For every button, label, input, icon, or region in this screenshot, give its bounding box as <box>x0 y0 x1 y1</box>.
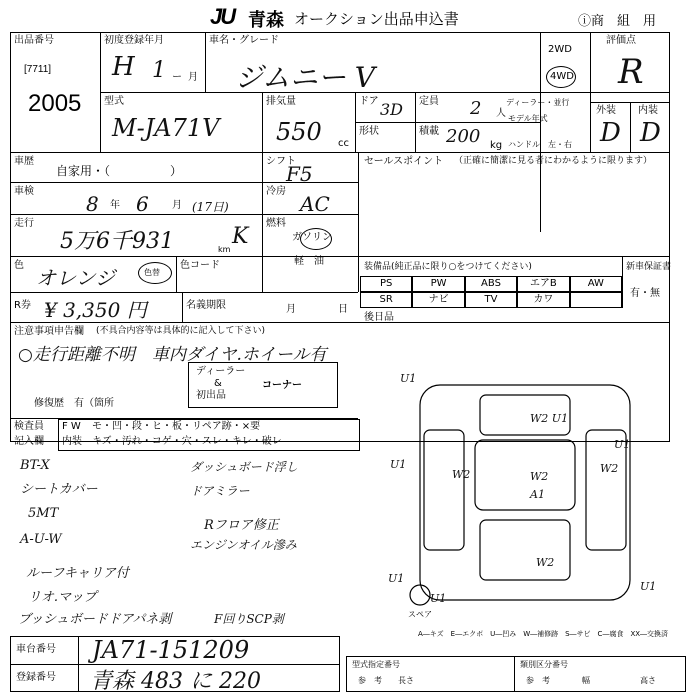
note-line: A-U-W <box>20 532 62 547</box>
color-note-circle <box>138 262 172 284</box>
svg-text:U1: U1 <box>640 580 657 593</box>
svg-text:W2: W2 <box>536 556 555 569</box>
doors-label: ドア <box>359 96 379 107</box>
svg-text:W2 U1: W2 U1 <box>530 412 569 425</box>
name-change-month: 月 <box>286 304 296 315</box>
inspection-label: 車検 <box>14 186 34 197</box>
interior-value: D <box>640 118 661 148</box>
company-name: 青森 <box>248 10 284 30</box>
grade-value: R <box>618 52 644 92</box>
mileage-value: 5万6千931 <box>60 229 174 254</box>
form-type: ⓘ商 組 用 <box>578 13 657 28</box>
note-line: ルーフキャリア付 <box>26 566 129 581</box>
vehicle-name: ジムニー V <box>235 61 376 94</box>
header <box>210 4 690 30</box>
displacement-unit: cc <box>338 138 349 149</box>
model-value: M-JA71V <box>112 114 220 142</box>
name-change-label: 名義期限 <box>186 300 226 311</box>
form-title: オークション出品申込書 <box>294 11 459 28</box>
drive-2wd: 2WD <box>548 44 572 55</box>
notes-hint: (不具合内容等は具体的に記入して下さい) <box>96 326 266 336</box>
lot-number-label: 出品番号 <box>14 35 54 46</box>
equipment-item: カワ <box>517 292 569 308</box>
inspection-day: (17日) <box>192 200 229 214</box>
color-value: オレンジ <box>36 266 115 290</box>
ref2-sub: 参 考 <box>526 676 550 685</box>
equipment-item: エアB <box>517 276 569 292</box>
exterior-label: 外装 <box>596 105 616 116</box>
equipment-item: SR <box>360 292 412 308</box>
inspection-month-unit: 月 <box>172 200 182 211</box>
aircon-label: 冷房 <box>266 186 286 197</box>
equipment-item: AW <box>570 276 622 292</box>
svg-text:U1: U1 <box>430 592 447 605</box>
diagram-rear <box>480 520 570 580</box>
warranty-label: 新車保証書 <box>626 262 672 272</box>
displacement-value: 550 <box>276 118 322 146</box>
equipment-item: PS <box>360 276 412 292</box>
drive-4wd: 4WD <box>550 71 574 82</box>
recycle-label: R券 <box>14 300 31 311</box>
svg-text:U1: U1 <box>388 572 405 585</box>
dealer-label: ディーラー・並行 <box>506 98 570 107</box>
plate-label: 登録番号 <box>16 672 56 683</box>
displacement-label: 排気量 <box>266 96 296 107</box>
ref1-sub: 参 考 <box>358 676 382 685</box>
dealer-corner-3: 初出品 <box>196 390 226 401</box>
fuel-gasoline-circle <box>300 228 332 250</box>
warranty-value: 有・無 <box>630 288 660 299</box>
handle-label: ハンドル <box>508 140 540 149</box>
chassis-value: JA71-151209 <box>92 636 250 664</box>
capacity-unit: 人 <box>496 108 506 119</box>
note-line: リオ.マップ <box>28 590 97 605</box>
notes-text: ○走行距離不明 車内ダイヤ.ホイール有 <box>18 345 327 365</box>
note-line: F回りSCP剥 <box>214 612 284 626</box>
model-year-label: モデル年式 <box>508 114 548 123</box>
dealer-corner-1: ディーラー <box>196 366 246 377</box>
note-line: ドアミラー <box>190 484 250 498</box>
dealer-corner-2: & <box>214 378 222 389</box>
registration-era: H <box>112 52 135 82</box>
diagram-body-outline <box>420 385 630 600</box>
interior-label: 内装 <box>638 105 658 116</box>
note-line: 5MT <box>28 506 59 521</box>
plate-value: 青森 483 に 220 <box>90 669 261 694</box>
damage-diagram <box>380 360 680 630</box>
ref3: 長さ <box>398 676 414 685</box>
color-label: 色 <box>14 260 24 271</box>
equipment-label: 装備品(純正品に限り○をつけてください) <box>364 262 532 272</box>
svg-text:A1: A1 <box>530 488 545 501</box>
fuel-label: 燃料 <box>266 218 286 229</box>
color-code-label: 色コード <box>180 260 220 271</box>
svg-text:U1: U1 <box>400 372 417 385</box>
equipment-grid <box>360 276 622 308</box>
equipment-item: ABS <box>465 276 517 292</box>
fuel-gasoline: ガソリン <box>292 232 332 243</box>
sales-point-hint: （正確に簡潔に見る者にわかるように限ります） <box>454 156 653 166</box>
equipment-item: TV <box>465 292 517 308</box>
rear-items-label: 後日品 <box>364 312 394 323</box>
lot-code: [7711] <box>24 64 52 75</box>
registration-dash: ー <box>172 72 182 83</box>
grade-label: 評価点 <box>606 35 636 46</box>
registration-label: 初度登録年月 <box>104 35 164 46</box>
model-label: 型式 <box>104 96 124 107</box>
ref2-label: 類別区分番号 <box>520 660 568 669</box>
capacity-value: 2 <box>470 98 482 119</box>
load-value: 200 <box>446 126 481 147</box>
exterior-value: D <box>600 118 621 148</box>
svg-text:U1: U1 <box>614 438 631 451</box>
mileage-label: 走行 <box>14 218 34 229</box>
inspector-label: 検査員 <box>14 421 44 432</box>
shift-value: F5 <box>286 162 313 186</box>
diagram-left-side <box>424 430 464 550</box>
diagram-legend: A―キズ E―エクボ U―凹み W―補修跡 S―サビ C―腐食 XX―交換済 <box>418 630 669 638</box>
equipment-item: PW <box>412 276 464 292</box>
registration-month: 月 <box>188 72 198 83</box>
inspector-fw-items: モ・凹・段・ヒ・板・リペア跡・×要 <box>92 421 261 432</box>
history-value: 自家用・（ ） <box>56 164 183 178</box>
equipment-item: ナビ <box>412 292 464 308</box>
lot-number: 2005 <box>28 90 82 117</box>
note-line: Rフロア修正 <box>204 518 279 533</box>
logo: JU <box>210 4 235 29</box>
load-label: 積載 <box>419 126 439 137</box>
aircon-value: AC <box>300 192 330 216</box>
ref4: 幅 <box>582 676 590 685</box>
sales-point-label: セールスポイント <box>364 156 444 167</box>
mileage-unit-alt: K <box>232 224 249 249</box>
ref1-label: 型式指定番号 <box>352 660 400 669</box>
color-note: 色替 <box>144 268 160 277</box>
notes-label: 注意事項申告欄 <box>14 326 84 337</box>
svg-text:W2: W2 <box>530 470 549 483</box>
note-line: BT-X <box>20 458 50 473</box>
entry-label: 記入欄 <box>14 436 44 447</box>
svg-text:W2: W2 <box>600 462 619 475</box>
note-line: シートカバー <box>20 482 98 497</box>
load-unit: kg <box>490 140 503 151</box>
shift-label: シフト <box>266 156 296 167</box>
ref5: 高さ <box>640 676 656 685</box>
diagram-cabin <box>475 440 575 510</box>
note-line: ブッシュボードドアパネ剥 <box>18 612 172 627</box>
vehicle-name-label: 車名・グレード <box>209 35 279 46</box>
interior-entry: 内装 <box>62 436 82 447</box>
handle-value: 左・右 <box>548 140 572 149</box>
svg-text:U1: U1 <box>390 458 407 471</box>
note-line: エンジンオイル滲み <box>190 538 297 552</box>
shape-label: 形状 <box>359 126 379 137</box>
name-change-day: 日 <box>338 304 348 315</box>
inspector-fw: F W <box>62 421 81 432</box>
spare-label: スペア <box>408 610 432 619</box>
history-label: 車歴 <box>14 156 34 167</box>
chassis-label: 車台番号 <box>16 644 56 655</box>
inspection-month: 6 <box>136 192 149 216</box>
interior-items: キズ・汚れ・コゲ・穴・スレ・キレ・破レ <box>92 436 282 447</box>
handwritten-notes <box>14 456 354 632</box>
inspection-year: 8 <box>86 192 99 216</box>
dealer-corner-4: コーナー <box>262 380 302 391</box>
note-line: ダッシュボード浮し <box>190 460 298 474</box>
registration-year: 1 <box>152 58 166 83</box>
recycle-value: ¥ 3,350 円 <box>44 298 147 322</box>
repair-label: 修復歴 有（箇所 <box>34 398 114 409</box>
fuel-diesel: 軽 油 <box>294 256 324 267</box>
doors-value: 3D <box>380 100 404 119</box>
capacity-label: 定員 <box>419 96 439 107</box>
svg-text:W2: W2 <box>452 468 471 481</box>
equipment-item <box>570 292 622 308</box>
inspection-year-unit: 年 <box>110 200 120 211</box>
mileage-unit: km <box>218 245 231 254</box>
